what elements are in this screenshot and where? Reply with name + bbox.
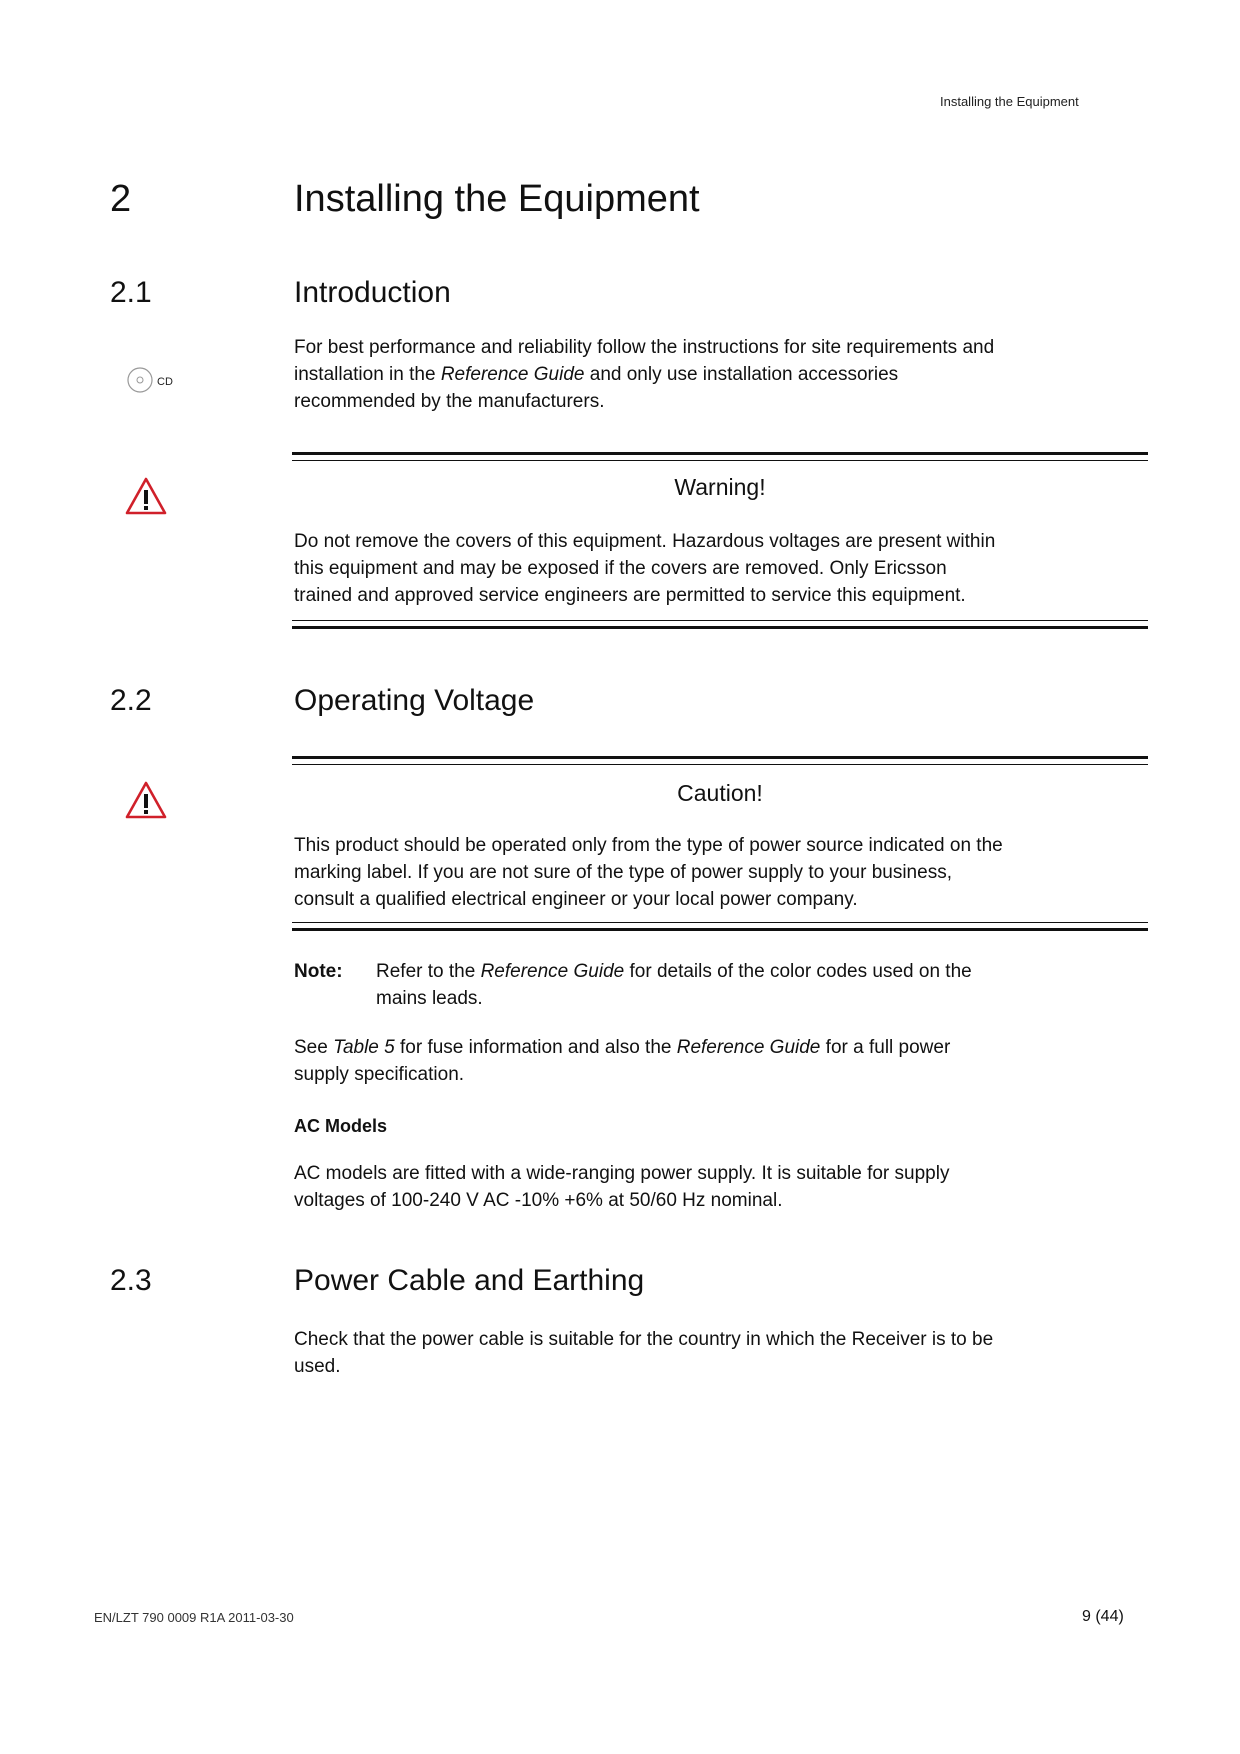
cd-label: CD <box>157 376 173 388</box>
power-cable-text: Check that the power cable is suitable for the country in which the Receiver is to be used. <box>294 1329 994 1377</box>
warning-top-rule <box>292 452 1148 455</box>
intro-line-3: recommended by the manufacturers. <box>294 391 605 412</box>
section-number-power-cable: 2.3 <box>110 1264 152 1297</box>
ac-models-heading: AC Models <box>294 1116 388 1136</box>
warning-text: Do not remove the covers of this equipment. Hazardous voltages are present within this equipment and may be exposed if the covers are removed. Only Ericsson trained and approved service engineers are permitted to service this equipment. <box>294 531 996 606</box>
intro-line-1: For best performance and reliability follow the instructions for site requirements and <box>294 337 995 358</box>
caution-triangle-icon <box>124 780 168 820</box>
cd-icon <box>126 365 182 400</box>
caution-top-rule-thin <box>292 764 1148 765</box>
chapter-number: 2 <box>110 178 132 220</box>
section-number-voltage: 2.2 <box>110 684 152 717</box>
section-title-power-cable: Power Cable and Earthing <box>294 1264 645 1297</box>
reference-guide-ref: Reference Guide <box>480 961 625 982</box>
section-number-intro: 2.1 <box>110 276 152 309</box>
caution-top-rule <box>292 756 1148 759</box>
intro-paragraph <box>294 334 1144 415</box>
caution-title: Caution! <box>677 780 763 806</box>
chapter-title: Installing the Equipment <box>294 178 700 220</box>
caution-text: This product should be operated only from the type of power source indicated on the marking label. If you are not sure of the type of power supply to your business, consult a qualified electrical engineer or your local power company. <box>294 835 1003 910</box>
table-5-ref: Table 5 <box>333 1037 395 1058</box>
warning-top-rule-thin <box>292 460 1148 461</box>
section-title-voltage: Operating Voltage <box>294 684 535 717</box>
caution-bottom-rule-thin <box>292 922 1148 923</box>
footer-page-number: 9 (44) <box>1082 1608 1124 1625</box>
reference-guide-ref: Reference Guide <box>440 364 585 385</box>
ac-models-text: AC models are fitted with a wide-ranging power supply. It is suitable for supply voltages of 100-240 V AC -10% +6% at 50/60 Hz nominal. <box>294 1163 950 1211</box>
section-title-intro: Introduction <box>294 276 451 309</box>
intro-line-2: installation in the Reference Guide and only use installation accessories <box>294 364 899 385</box>
warning-bottom-rule <box>292 626 1148 629</box>
reference-guide-ref: Reference Guide <box>676 1037 821 1058</box>
see-table-paragraph: See Table 5 for fuse information and also the Reference Guide for a full power supply specification. <box>294 1037 951 1085</box>
warning-title: Warning! <box>674 474 766 500</box>
note-text: Refer to the Reference Guide for details of the color codes used on the mains leads. <box>376 961 972 1009</box>
footer-document-reference: EN/LZT 790 0009 R1A 2011-03-30 <box>94 1610 294 1625</box>
note-label: Note: <box>294 961 343 982</box>
caution-bottom-rule <box>292 928 1148 931</box>
warning-bottom-rule-thin <box>292 620 1148 621</box>
running-header: Installing the Equipment <box>940 94 1079 109</box>
warning-triangle-icon <box>124 476 168 516</box>
